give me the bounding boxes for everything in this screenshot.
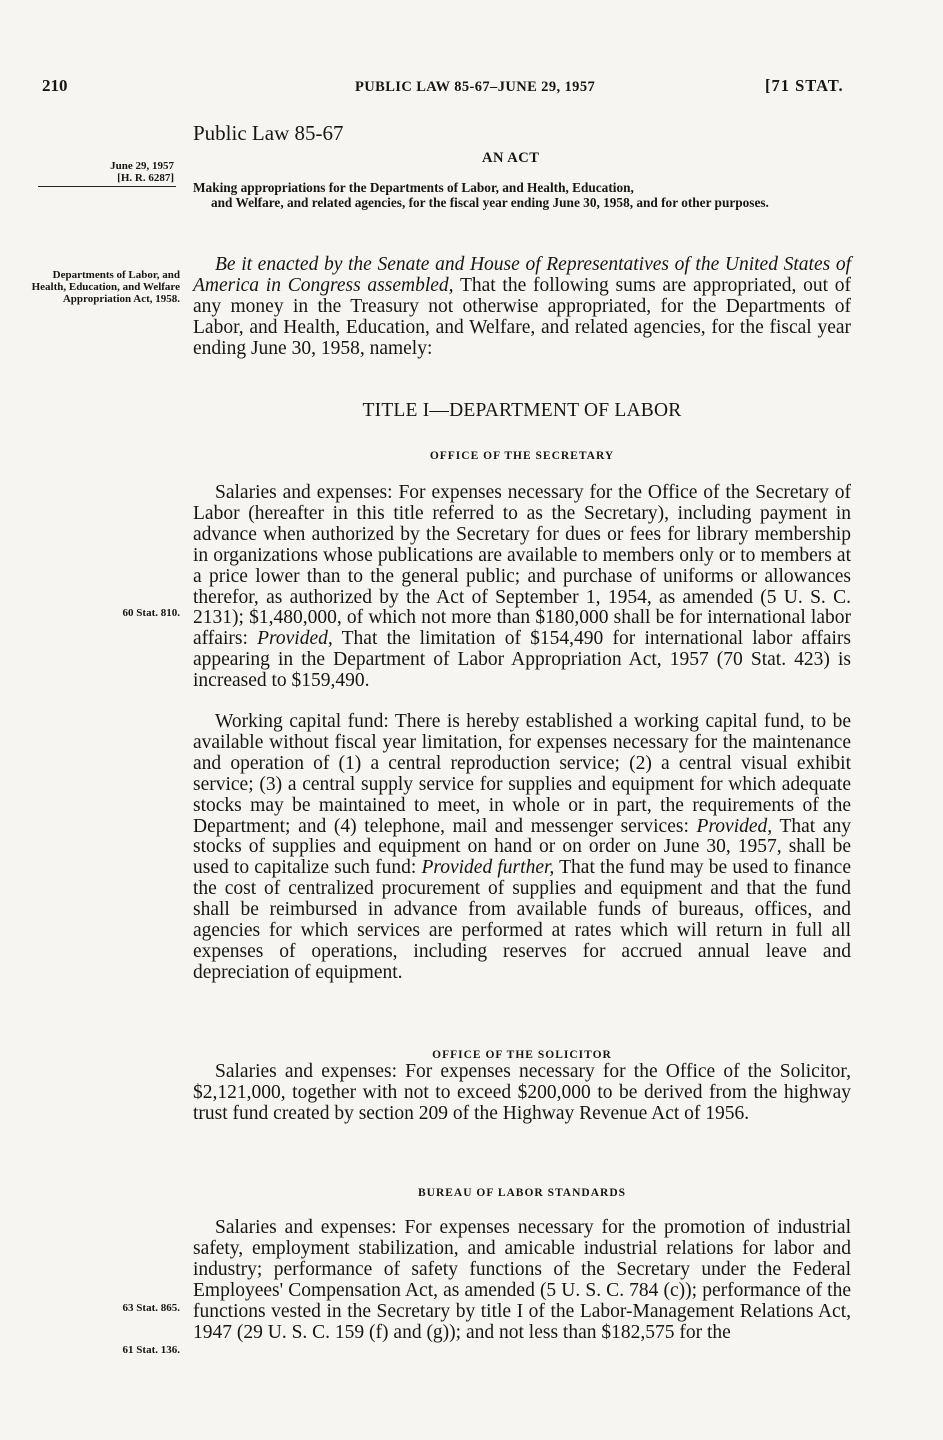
enacting-formula: Be it enacted by the Senate and House of Representatives of the United States of America in Congress assembled, — [193, 254, 851, 296]
paragraph-secretary-salaries — [193, 483, 851, 692]
running-title: PUBLIC LAW 85-67–JUNE 29, 1957 — [355, 79, 596, 95]
proviso-label: Provided, — [696, 815, 773, 837]
title-heading: TITLE I—DEPARTMENT OF LABOR — [362, 400, 682, 421]
bls-text: Salaries and expenses: For expenses necessary for the promotion of industrial safety, employment stabilization, and amicable industrial relations for labor and industry; performance of safety functions of the Secretary under the Federal Employees' Compensation Act, as amended (5 U. S. C. 784 (c)); performance of the functions vested in the Secretary by title I of the Labor-Management Relations Act, 1947 (29 U. S. C. 159 (f) and (g)); and not less than $182,575 for the — [193, 1217, 851, 1343]
enacting-text: That the following sums are appropriated, out of any money in the Treasury not otherwise appropriated, for the Departments of Labor, and Health, Education, and Welfare, and related agencies, for the fiscal year ending June 30, 1958, namely: — [193, 274, 852, 359]
act-title: AN ACT — [482, 150, 540, 166]
margin-cite-61-stat: 61 Stat. 136. — [122, 1344, 180, 1356]
margin-cite-63-stat: 63 Stat. 865. — [122, 1302, 180, 1314]
act-purpose-line1: Making appropriations for the Departments of Labor, and Health, Education, — [193, 180, 634, 195]
wcf-text-c: That the fund may be used to finance the cost of centralized procurement of supplies and equipment and that the fund shall be reimbursed in advance from available funds of bureaus, offices, and agencies for which services are performed at rates which will return in full all expenses of operations, including reserves for accrued annual leave and depreciation of equipment. — [193, 857, 851, 983]
margin-cite-60-stat: 60 Stat. 810. — [122, 607, 180, 619]
wcf-text-a: Working capital fund: There is hereby established a working capital fund, to be available without fiscal year limitation, for expenses necessary for the maintenance and operation of (1) a central reproduction service; (2) a central visual exhibit service; (3) a central supply service for supplies and equipment for which adequate stocks may be maintained to meet, in whole or in part, the requirements of the Department; and (4) telephone, mail and messenger services: — [193, 711, 851, 837]
solicitor-text: Salaries and expenses: For expenses necessary for the Office of the Solicitor, $2,121,000, together with not to exceed $200,000 to be derived from the highway trust fund created by section 209 of the Highway Revenue Act of 1956. — [193, 1061, 851, 1124]
paragraph-bureau-labor-standards — [193, 1218, 851, 1343]
section-heading-secretary: OFFICE OF THE SECRETARY — [429, 450, 615, 462]
act-purpose-continued: and Welfare, and related agencies, for the fiscal year ending June 30, 1958, and for other purposes. — [211, 195, 769, 211]
section-heading-bureau-labor-standards: BUREAU OF LABOR STANDARDS — [417, 1187, 627, 1199]
secretary-text-b: That the limitation of $154,490 for international labor affairs appearing in the Department of Labor Appropriation Act, 1957 (70 Stat. 423) is increased to $159,490. — [193, 628, 851, 692]
paragraph-working-capital-fund — [193, 712, 851, 984]
wcf-text-b: That any stocks of supplies and equipment on hand or on order on June 30, 1957, shall be used to capitalize such fund: — [193, 815, 852, 879]
section-heading-solicitor: OFFICE OF THE SOLICITOR — [432, 1049, 612, 1061]
secretary-text-a: Salaries and expenses: For expenses necessary for the Office of the Secretary of Labor (hereafter in this title referred to as the Secretary), including payment in advance when authorized by the Secretary for dues or fees for library membership in organizations whose publications are available to members only or to members at a price lower than to the general public; and purchase of uniforms or allowances therefor, as authorized by the Act of September 1, 1954, as amended (5 U. S. C. 2131); $1,480,000, of which not more than $180,000 shall be for international labor affairs: — [193, 482, 851, 650]
statute-reference: [71 STAT. — [765, 76, 844, 95]
margin-bill-number: [H. R. 6287] — [117, 172, 174, 184]
margin-rule — [38, 186, 176, 187]
margin-note-act-name: Departments of Labor, and Health, Education, and Welfare Appropriation Act, 1958. — [31, 269, 180, 305]
margin-date-note — [66, 160, 174, 184]
proviso-label: Provided, — [257, 628, 333, 650]
paragraph-solicitor — [193, 1062, 851, 1125]
margin-date: June 29, 1957 — [110, 160, 174, 172]
enacting-clause — [193, 255, 851, 360]
page-number: 210 — [42, 76, 68, 95]
law-number: Public Law 85-67 — [193, 121, 344, 145]
act-purpose — [193, 180, 851, 210]
proviso-further-label: Provided further, — [421, 857, 555, 879]
